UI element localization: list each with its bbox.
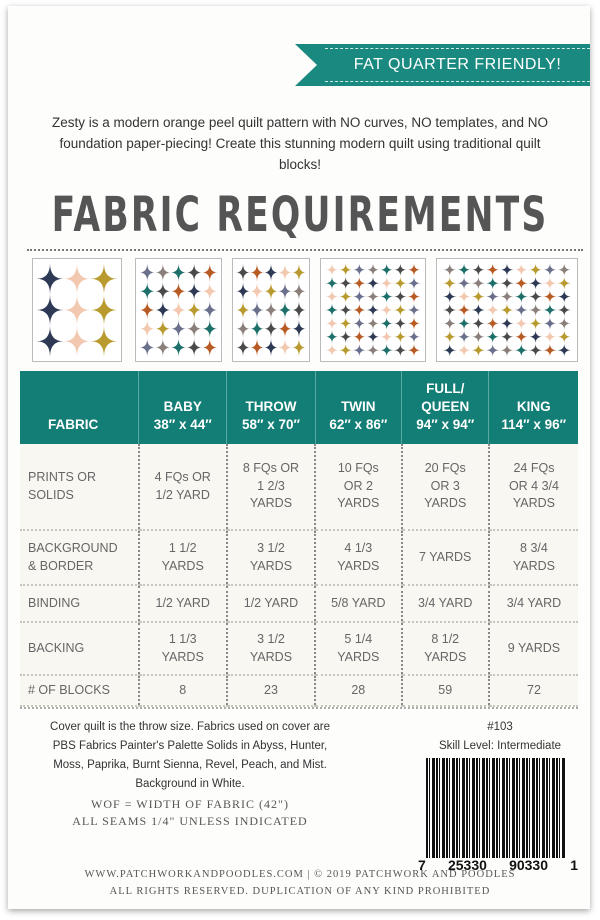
header-dimensions: 94″ x 94″	[416, 417, 475, 432]
column-header	[489, 371, 578, 444]
quilt-thumb-baby	[32, 258, 122, 362]
table-row	[20, 530, 578, 585]
quilt-star-block	[171, 338, 187, 357]
header-size: BABY	[163, 399, 202, 414]
quilt-star-block	[443, 317, 457, 330]
quilt-star-block	[486, 317, 500, 330]
quilt-star-block	[236, 338, 250, 357]
quilt-star-block	[407, 344, 421, 357]
quilt-star-block	[457, 344, 471, 357]
quilt-star-block	[443, 330, 457, 343]
quilt-star-block	[171, 301, 187, 320]
quilt-star-block	[514, 303, 528, 316]
quilt-star-block	[352, 330, 366, 343]
quilt-star-block	[366, 330, 380, 343]
quilt-star-block	[236, 319, 250, 338]
table-cell: 1/2 YARD	[227, 585, 315, 622]
quilt-star-block	[457, 330, 471, 343]
table-cell: 8 FQs OR 1 2/3 YARDS	[227, 444, 315, 530]
divider	[27, 249, 583, 251]
table-cell: 24 FQs OR 4 3/4 YARDS	[489, 444, 578, 530]
barcode-digit: 1	[570, 857, 578, 873]
quilt-star-block	[366, 317, 380, 330]
quilt-star-block	[171, 282, 187, 301]
copyright: WWW.PATCHWORKANDPOODLES.COM | © 2019 PATCHWORK AND POODLES	[84, 869, 516, 880]
table-cell: 3/4 YARD	[402, 585, 489, 622]
header-dimensions: 62″ x 86″	[329, 417, 388, 432]
quilt-star-block	[90, 294, 117, 325]
quilt-star-block	[514, 317, 528, 330]
quilt-star-block	[236, 301, 250, 320]
quilt-star-block	[407, 330, 421, 343]
table-cell: 5/8 YARD	[315, 585, 401, 622]
quilt-star-block	[339, 317, 353, 330]
quilt-star-block	[443, 276, 457, 289]
quilt-star-block	[457, 263, 471, 276]
quilt-star-block	[443, 290, 457, 303]
quilt-star-block	[325, 344, 339, 357]
intro-text: Zesty is a modern orange peel quilt pattern with NO curves, NO templates, and NO foundation paper-piecing! Create this stunning modern quilt using traditional quilt blocks!	[52, 115, 548, 172]
row-label: BACKGROUND & BORDER	[20, 530, 139, 585]
quilt-star-block	[339, 303, 353, 316]
quilt-star-block	[380, 276, 394, 289]
quilt-star-block	[64, 263, 91, 294]
table-cell: 1 1/3 YARDS	[139, 622, 227, 675]
quilt-star-block	[528, 276, 542, 289]
quilt-star-block	[443, 303, 457, 316]
row-label: PRINTS OR SOLIDS	[20, 444, 139, 530]
quilt-star-block	[64, 294, 91, 325]
quilt-star-block	[90, 326, 117, 357]
table-row	[20, 622, 578, 675]
table-cell: 72	[489, 675, 578, 706]
quilt-star-block	[292, 263, 306, 282]
skill-level: Skill Level: Intermediate	[438, 740, 562, 752]
quilt-star-block	[171, 319, 187, 338]
quilt-star-block	[325, 263, 339, 276]
quilt-star-block	[155, 319, 171, 338]
quilt-star-block	[486, 330, 500, 343]
quilt-star-block	[471, 290, 485, 303]
quilt-star-block	[264, 301, 278, 320]
quilt-star-block	[543, 276, 557, 289]
quilt-star-block	[202, 263, 218, 282]
quilt-star-block	[557, 263, 571, 276]
quilt-star-block	[543, 290, 557, 303]
quilt-star-block	[250, 301, 264, 320]
column-header	[227, 371, 315, 444]
quilt-star-block	[514, 276, 528, 289]
quilt-star-block	[500, 317, 514, 330]
quilt-star-block	[352, 344, 366, 357]
quilt-star-block	[202, 301, 218, 320]
quilt-star-block	[366, 290, 380, 303]
quilt-star-block	[250, 319, 264, 338]
header-size: FABRIC	[48, 417, 99, 432]
quilt-star-block	[471, 263, 485, 276]
quilt-star-block	[264, 338, 278, 357]
table-cell: 4 1/3 YARDS	[315, 530, 401, 585]
quilt-star-block	[543, 303, 557, 316]
quilt-star-block	[250, 338, 264, 357]
quilt-star-block	[352, 303, 366, 316]
quilt-star-block	[557, 317, 571, 330]
quilt-star-block	[292, 319, 306, 338]
table-cell: 59	[402, 675, 489, 706]
header-size: KING	[516, 399, 551, 414]
pattern-number: #103	[487, 721, 513, 733]
quilt-star-block	[486, 290, 500, 303]
quilt-star-block	[366, 276, 380, 289]
quilt-star-block	[139, 319, 155, 338]
quilt-star-block	[366, 303, 380, 316]
quilt-star-block	[37, 326, 64, 357]
quilt-star-block	[557, 330, 571, 343]
quilt-star-block	[186, 282, 202, 301]
quilt-star-block	[443, 344, 457, 357]
quilt-star-block	[528, 330, 542, 343]
header-size: FULL/ QUEEN	[421, 381, 470, 414]
table-cell: 4 FQs OR 1/2 YARD	[139, 444, 227, 530]
barcode-digit: 25330	[447, 857, 487, 873]
quilt-star-block	[557, 290, 571, 303]
quilt-star-block	[380, 290, 394, 303]
quilt-star-block	[471, 344, 485, 357]
quilt-star-block	[278, 338, 292, 357]
quilt-star-block	[486, 276, 500, 289]
table-cell: 8 1/2 YARDS	[402, 622, 489, 675]
quilt-star-block	[352, 290, 366, 303]
row-label: BINDING	[20, 585, 139, 622]
table-cell: 1 1/2 YARDS	[139, 530, 227, 585]
quilt-thumb-twin	[320, 258, 426, 362]
seams-note: ALL SEAMS 1/4" UNLESS INDICATED	[72, 814, 308, 828]
table-row	[20, 675, 578, 706]
quilt-star-block	[155, 338, 171, 357]
header-size: TWIN	[341, 399, 376, 414]
quilt-star-block	[236, 263, 250, 282]
header-dimensions: 114″ x 96″	[501, 417, 567, 432]
quilt-star-block	[325, 290, 339, 303]
quilt-star-block	[278, 319, 292, 338]
quilt-star-block	[528, 290, 542, 303]
quilt-star-block	[292, 282, 306, 301]
quilt-star-block	[325, 317, 339, 330]
quilt-star-block	[457, 303, 471, 316]
quilt-thumb-throw	[135, 258, 222, 362]
table-bottom-divider	[20, 707, 578, 709]
quilt-star-block	[90, 263, 117, 294]
fat-quarter-banner	[295, 44, 590, 86]
table-cell: 8	[139, 675, 227, 706]
quilt-star-block	[557, 303, 571, 316]
quilt-star-block	[514, 290, 528, 303]
table-cell: 28	[315, 675, 401, 706]
quilt-star-block	[471, 276, 485, 289]
quilt-star-block	[486, 263, 500, 276]
quilt-star-block	[407, 290, 421, 303]
quilt-star-block	[543, 344, 557, 357]
quilt-star-block	[278, 301, 292, 320]
quilt-star-block	[394, 276, 408, 289]
row-label: BACKING	[20, 622, 139, 675]
quilt-star-block	[292, 338, 306, 357]
quilt-star-block	[543, 317, 557, 330]
quilt-star-block	[366, 263, 380, 276]
quilt-star-block	[186, 338, 202, 357]
quilt-star-block	[407, 276, 421, 289]
wof-note: WOF = WIDTH OF FABRIC (42")	[91, 797, 289, 811]
quilt-star-block	[139, 301, 155, 320]
quilt-star-block	[278, 282, 292, 301]
quilt-star-block	[37, 263, 64, 294]
header-dimensions: 38″ x 44″	[153, 417, 212, 432]
column-header	[139, 371, 227, 444]
quilt-star-block	[186, 301, 202, 320]
table-cell: 8 3/4 YARDS	[489, 530, 578, 585]
quilt-thumb-king	[436, 258, 578, 362]
quilt-star-block	[352, 263, 366, 276]
quilt-star-block	[557, 344, 571, 357]
table-cell: 3 1/2 YARDS	[227, 622, 315, 675]
quilt-star-block	[443, 263, 457, 276]
table-cell: 23	[227, 675, 315, 706]
quilt-star-block	[528, 317, 542, 330]
quilt-star-block	[171, 263, 187, 282]
quilt-star-block	[394, 290, 408, 303]
table-row	[20, 585, 578, 622]
quilt-star-block	[139, 263, 155, 282]
table-cell: 3/4 YARD	[489, 585, 578, 622]
table-cell: 3 1/2 YARDS	[227, 530, 315, 585]
quilt-star-block	[325, 303, 339, 316]
quilt-star-block	[380, 330, 394, 343]
quilt-star-block	[325, 276, 339, 289]
quilt-star-block	[264, 263, 278, 282]
quilt-star-block	[500, 303, 514, 316]
quilt-star-block	[486, 303, 500, 316]
quilt-star-block	[543, 263, 557, 276]
quilt-star-block	[155, 282, 171, 301]
barcode	[426, 758, 566, 858]
quilt-star-block	[471, 330, 485, 343]
quilt-star-block	[264, 282, 278, 301]
table-cell: 9 YARDS	[489, 622, 578, 675]
table-cell: 5 1/4 YARDS	[315, 622, 401, 675]
quilt-star-block	[407, 317, 421, 330]
table-cell: 20 FQs OR 3 YARDS	[402, 444, 489, 530]
quilt-star-block	[394, 344, 408, 357]
quilt-star-block	[457, 276, 471, 289]
quilt-star-block	[528, 263, 542, 276]
barcode-digit: 7	[418, 857, 426, 873]
quilt-star-block	[202, 282, 218, 301]
quilt-star-block	[557, 276, 571, 289]
quilt-star-block	[514, 344, 528, 357]
quilt-star-block	[339, 263, 353, 276]
row-label: # OF BLOCKS	[20, 675, 139, 706]
quilt-star-block	[37, 294, 64, 325]
quilt-star-block	[64, 326, 91, 357]
quilt-star-block	[543, 330, 557, 343]
quilt-star-block	[471, 303, 485, 316]
quilt-star-block	[139, 338, 155, 357]
quilt-star-block	[352, 276, 366, 289]
quilt-star-block	[500, 290, 514, 303]
quilt-star-block	[250, 282, 264, 301]
quilt-star-block	[339, 330, 353, 343]
page-title: FABRIC REQUIREMENTS	[51, 187, 549, 243]
column-header	[20, 371, 139, 444]
quilt-star-block	[292, 301, 306, 320]
quilt-star-block	[394, 317, 408, 330]
table-cell: 1/2 YARD	[139, 585, 227, 622]
column-header	[315, 371, 401, 444]
fabric-requirements-table	[20, 371, 578, 707]
quilt-star-block	[325, 330, 339, 343]
quilt-star-block	[352, 317, 366, 330]
table-cell: 10 FQs OR 2 YARDS	[315, 444, 401, 530]
quilt-star-block	[380, 263, 394, 276]
quilt-star-block	[339, 290, 353, 303]
quilt-star-block	[380, 303, 394, 316]
quilt-star-block	[186, 263, 202, 282]
quilt-star-block	[155, 263, 171, 282]
quilt-star-block	[394, 263, 408, 276]
quilt-star-block	[394, 303, 408, 316]
quilt-star-block	[514, 263, 528, 276]
quilt-star-block	[380, 344, 394, 357]
quilt-star-block	[155, 301, 171, 320]
quilt-star-block	[264, 319, 278, 338]
quilt-star-block	[202, 319, 218, 338]
column-header	[402, 371, 489, 444]
quilt-star-block	[407, 263, 421, 276]
quilt-star-block	[278, 263, 292, 282]
table-cell: 7 YARDS	[402, 530, 489, 585]
quilt-star-block	[186, 319, 202, 338]
quilt-star-block	[380, 317, 394, 330]
quilt-star-block	[407, 303, 421, 316]
table-row	[20, 444, 578, 530]
quilt-star-block	[528, 303, 542, 316]
banner-text: FAT QUARTER FRIENDLY!	[325, 48, 590, 82]
quilt-star-block	[471, 317, 485, 330]
quilt-thumb-throw-alt	[232, 258, 310, 362]
quilt-star-block	[514, 330, 528, 343]
quilt-star-block	[202, 338, 218, 357]
quilt-star-block	[486, 344, 500, 357]
quilt-star-block	[457, 290, 471, 303]
cover-note: Cover quilt is the throw size. Fabrics used on cover are PBS Fabrics Painter's Palette Solids in Abyss, Hunter, Moss, Paprika, Burnt Sienna, Revel, Peach, and Mist. Background in White.	[50, 721, 330, 790]
quilt-star-block	[366, 344, 380, 357]
quilt-star-block	[500, 263, 514, 276]
quilt-star-block	[250, 263, 264, 282]
quilt-star-block	[457, 317, 471, 330]
barcode-digit: 90330	[509, 857, 549, 873]
quilt-star-block	[339, 276, 353, 289]
quilt-star-block	[500, 330, 514, 343]
quilt-star-block	[236, 282, 250, 301]
header-size: THROW	[245, 399, 297, 414]
header-dimensions: 58″ x 70″	[241, 417, 300, 432]
quilt-star-block	[394, 330, 408, 343]
quilt-star-block	[500, 276, 514, 289]
quilt-star-block	[339, 344, 353, 357]
quilt-star-block	[528, 344, 542, 357]
rights-notice: ALL RIGHTS RESERVED. DUPLICATION OF ANY KIND PROHIBITED	[109, 886, 491, 897]
quilt-star-block	[139, 282, 155, 301]
quilt-star-block	[500, 344, 514, 357]
